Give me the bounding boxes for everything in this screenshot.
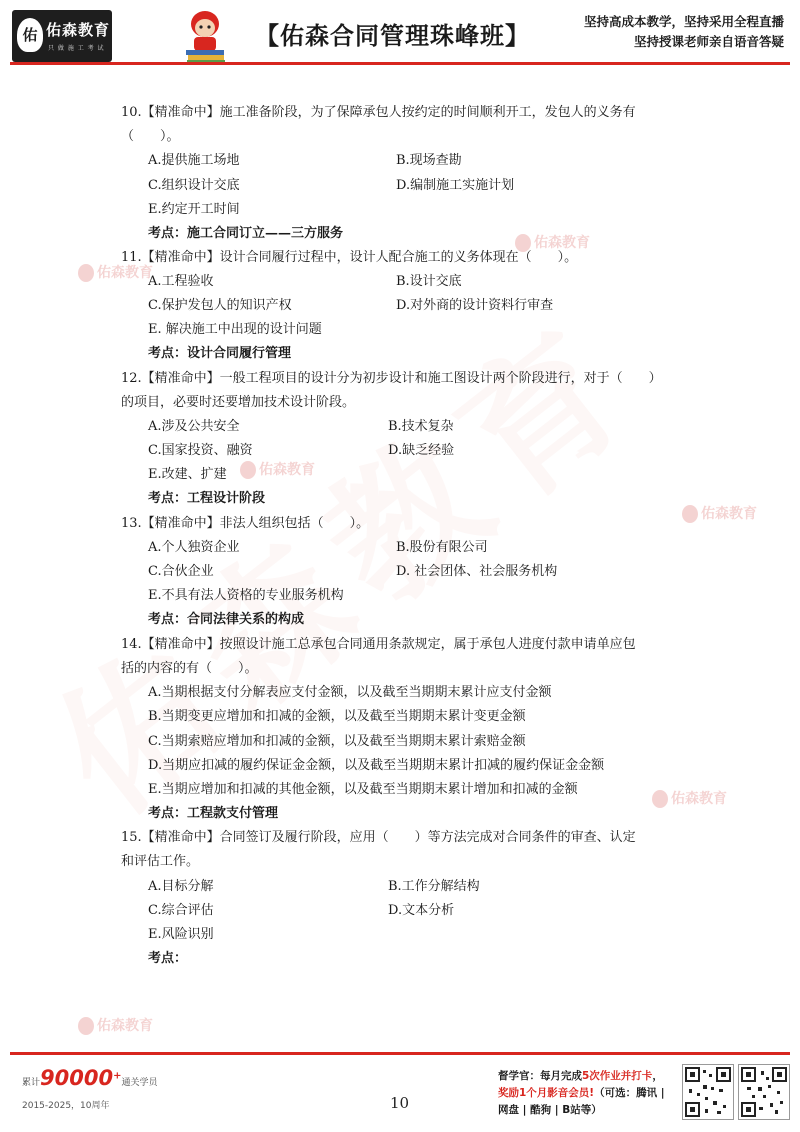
logo-slogan: 只 做 施 工 考 试 [48,45,105,52]
question-stem: 13.【精准命中】非法人组织包括（ ）。 [121,516,370,531]
option-b: B.技术复杂 [388,419,454,434]
mascot-icon [178,6,232,64]
header-slogan-line2: 坚持授课老师亲自语音答疑 [633,34,784,49]
logo-name: 佑森教育 [46,21,111,39]
question-stem: 12.【精准命中】一般工程项目的设计分为初步设计和施工图设计两个阶段进行，对于（ ） [121,371,662,386]
watermark-logo-icon [78,264,94,282]
option-a: A.涉及公共安全 [148,419,240,434]
count-plus: + [113,1070,122,1082]
option-c: C.当期索赔应增加和扣减的金额，以及截至当期期末累计索赔金额 [148,734,526,749]
exam-point: 考点：施工合同订立——三方服务 [148,226,344,241]
promo-line3: 网盘 | 酷狗 | B站等） [498,1104,602,1116]
footer-promo [498,1068,683,1119]
option-d: D.缺乏经验 [388,443,455,458]
question-stem: 14.【精准命中】按照设计施工总承包合同通用条款规定，属于承包人进度付款申请单应包 [121,637,636,652]
exam-point: 考点：设计合同履行管理 [148,346,292,361]
option-e: E.改建、扩建 [148,467,227,482]
header-divider [10,62,790,65]
qr-code-icon[interactable] [682,1064,734,1120]
watermark-logo: 佑森教育 [78,1015,153,1035]
page-title: 【佑森合同管理珠峰班】 [255,22,530,50]
footer-stats [22,1066,157,1111]
question-stem: 11.【精准命中】设计合同履行过程中，设计人配合施工的义务体现在（ ）。 [121,250,578,265]
option-d: D.对外商的设计资料行审查 [396,298,554,313]
count-value: 90000 [40,1066,114,1090]
option-a: A.工程验收 [148,274,214,289]
option-c: C.国家投资、融资 [148,443,253,458]
watermark-logo: 佑森教育 [78,262,153,282]
page-number: 10 [390,1094,410,1112]
question-stem: 括的内容的有（ ）。 [121,661,258,676]
option-e: E.当期应增加和扣减的其他金额，以及截至当期期末累计增加和扣减的金额 [148,782,578,797]
option-e: E. 解决施工中出现的设计问题 [148,322,322,337]
option-d: D.当期应扣减的履约保证金金额，以及截至当期期末累计扣减的履约保证金金额 [148,758,605,773]
header-slogan-line1: 坚持高成本教学，坚持采用全程直播 [583,14,784,29]
option-e: E.约定开工时间 [148,202,240,217]
option-d: D.编制施工实施计划 [396,178,515,193]
watermark-logo-icon [240,461,256,479]
footer-divider [10,1052,790,1055]
option-e: E.风险识别 [148,927,214,942]
brand-logo [12,10,112,62]
watermark-logo-icon [78,1017,94,1035]
promo-line2: 奖励1个月影音会员!（可选：腾讯 | [498,1087,665,1099]
page-header [0,0,800,66]
option-d: D.文本分析 [388,903,455,918]
option-c: C.保护发包人的知识产权 [148,298,292,313]
logo-mark-icon: 佑 [17,18,43,52]
exam-point: 考点：合同法律关系的构成 [148,612,305,627]
question-stem: （ ）。 [121,129,180,144]
option-b: B.当期变更应增加和扣减的金额，以及截至当期期末累计变更金额 [148,709,526,724]
option-b: B.设计交底 [396,274,462,289]
option-d: D. 社会团体、社会服务机构 [396,564,558,579]
option-b: B.工作分解结构 [388,879,480,894]
watermark-logo-icon [682,505,698,523]
option-a: A.当期根据支付分解表应支付金额，以及截至当期期末累计应支付金额 [148,685,552,700]
question-stem: 和评估工作。 [121,854,200,869]
question-stem: 15.【精准命中】合同签订及履行阶段，应用（ ）等方法完成对合同条件的审查、认定 [121,830,636,845]
watermark-logo: 佑森教育 [682,503,757,523]
watermark-logo-icon [652,790,668,808]
option-c: C.合伙企业 [148,564,214,579]
exam-point: 考点：工程款支付管理 [148,806,279,821]
exam-point: 考点： [148,951,188,966]
option-b: B.现场查勘 [396,153,462,168]
watermark-logo: 佑森教育 [515,232,590,252]
option-b: B.股份有限公司 [396,540,488,555]
count-suffix: 通关学员 [121,1078,158,1088]
option-a: A.个人独资企业 [148,540,240,555]
promo-line1: 督学官：每月完成5次作业并打卡， [498,1070,663,1082]
student-count [22,1066,157,1096]
header-slogan [584,12,784,52]
anniversary-years: 2015-2025，10周年 [22,1101,110,1111]
option-a: A.目标分解 [148,879,214,894]
watermark-logo: 佑森教育 [240,459,315,479]
watermark-logo: 佑森教育 [652,788,727,808]
question-stem: 10.【精准命中】施工准备阶段，为了保障承包人按约定的时间顺利开工，发包人的义务有 [121,105,636,120]
option-c: C.综合评估 [148,903,214,918]
exam-point: 考点：工程设计阶段 [148,491,266,506]
qr-code-icon[interactable] [738,1064,790,1120]
option-c: C.组织设计交底 [148,178,240,193]
question-stem: 的项目，必要时还要增加技术设计阶段。 [121,395,356,410]
count-prefix: 累计 [22,1078,41,1088]
option-a: A.提供施工场地 [148,153,240,168]
option-e: E.不具有法人资格的专业服务机构 [148,588,344,603]
